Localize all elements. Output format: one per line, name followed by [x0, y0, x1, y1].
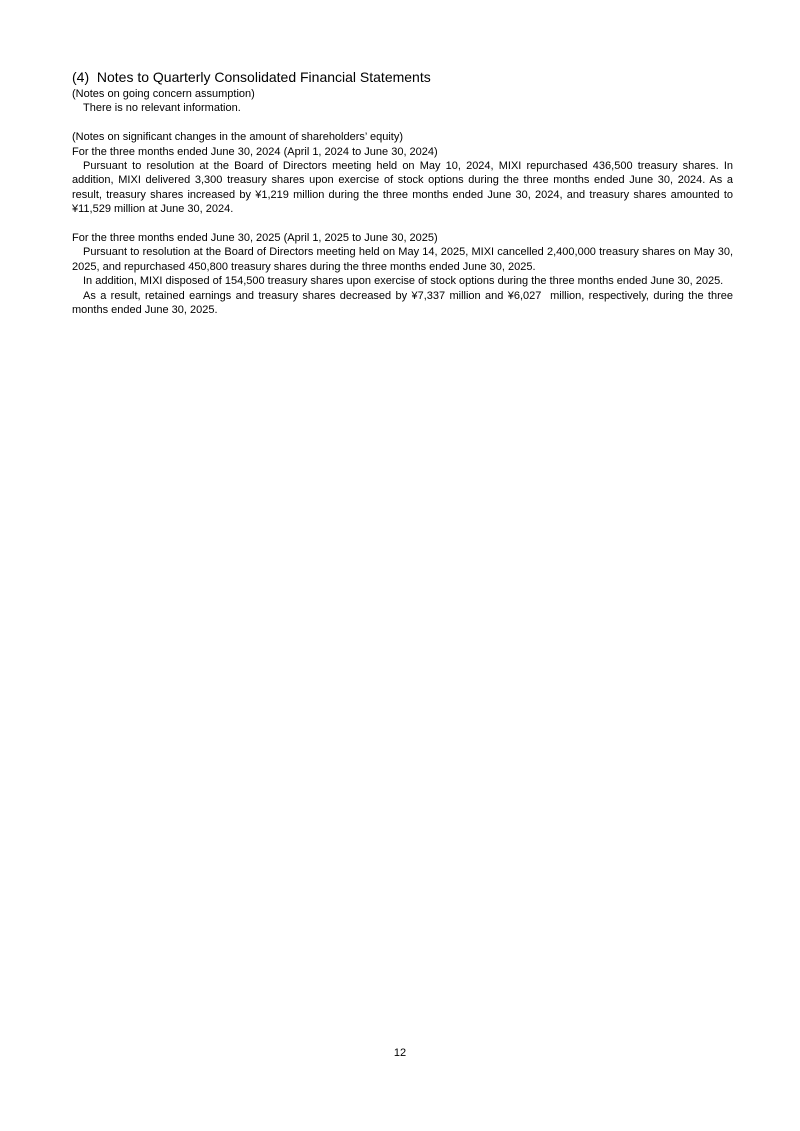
- document-content: [72, 68, 733, 317]
- blank-line: [72, 116, 733, 130]
- period-2025-paragraph-1: Pursuant to resolution at the Board of Directors meeting held on May 14, 2025, MIXI cancelled 2,400,000 treasury shares on May 30, 2025, and repurchased 450,800 treasury shares during the three months ended June 30, 2025.: [72, 246, 733, 273]
- period-2025-paragraph-2: In addition, MIXI disposed of 154,500 treasury shares upon exercise of stock options during the three months ended June 30, 2025.: [83, 275, 724, 288]
- equity-changes-title: (Notes on significant changes in the amount of shareholders’ equity): [72, 131, 404, 144]
- blank-line: [72, 217, 733, 231]
- going-concern-title: (Notes on going concern assumption): [72, 88, 255, 100]
- page-number: 12: [393, 1047, 407, 1059]
- going-concern-text: There is no relevant information.: [83, 102, 241, 115]
- period-2024-paragraph: Pursuant to resolution at the Board of Directors meeting held on May 10, 2024, MIXI repurchased 436,500 treasury shares. In addition, MIXI delivered 3,300 treasury shares upon exercise of stock options during the three months ended June 30, 2024. As a result, treasury shares increased by ¥1,219 million during the three months ended June 30, 2024, and treasury shares amounted to ¥11,529 million at June 30, 2024.: [72, 160, 733, 216]
- section-heading: (4) Notes to Quarterly Consolidated Financial Statements: [72, 69, 431, 85]
- period-heading-2025: For the three months ended June 30, 2025 (April 1, 2025 to June 30, 2025): [72, 232, 438, 245]
- period-heading-2024: For the three months ended June 30, 2024 (April 1, 2024 to June 30, 2024): [72, 145, 438, 158]
- period-2025-paragraph-3: As a result, retained earnings and treasury shares decreased by ¥7,337 million and ¥6,027 million, respectively, during the three months ended June 30, 2025.: [72, 289, 733, 317]
